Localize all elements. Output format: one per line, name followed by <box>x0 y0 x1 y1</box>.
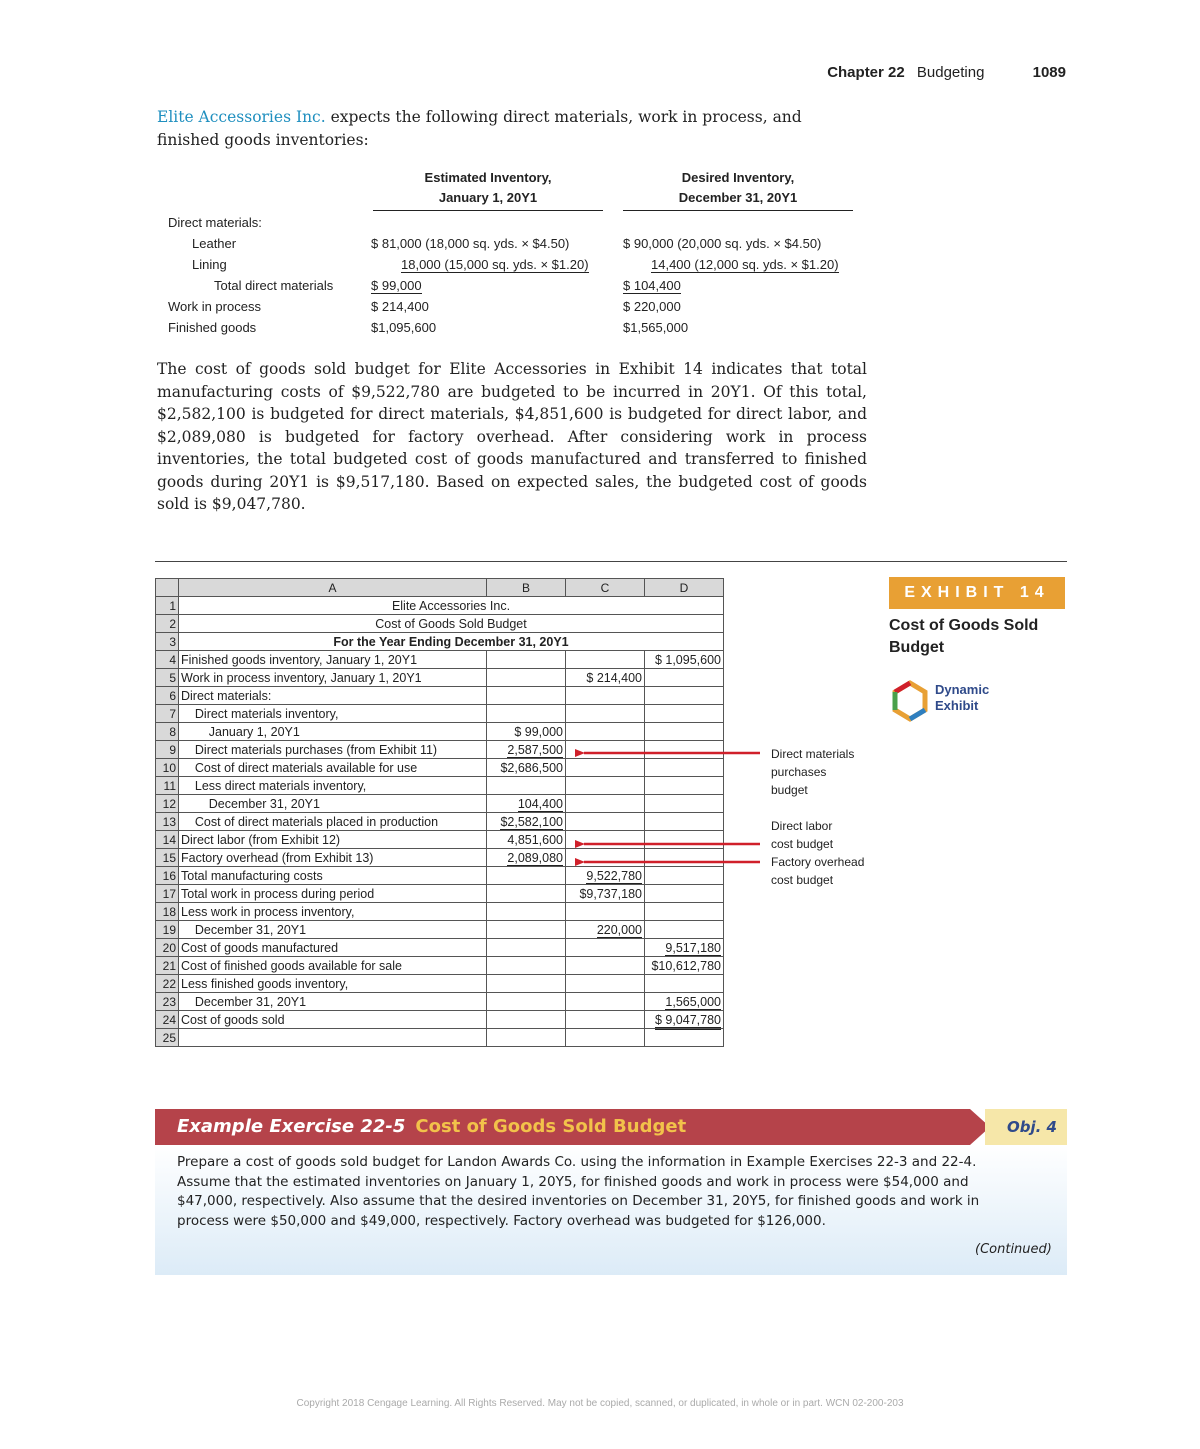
desired-value: $ 220,000 <box>623 299 681 314</box>
row-number: 1 <box>156 597 179 615</box>
cell-a-value: December 31, 20Y1 <box>181 994 307 1009</box>
estimated-header-line1: Estimated Inventory, <box>424 170 552 185</box>
row-number-value: 10 <box>162 760 176 775</box>
cell-c-value: $ 214,400 <box>586 670 642 685</box>
column-header: B <box>487 579 566 597</box>
note-line: Direct labor <box>771 819 833 833</box>
cell-b-value: 2,089,080 <box>507 850 563 865</box>
row-number: 2 <box>156 615 179 633</box>
example-title: Cost of Goods Sold Budget <box>415 1116 687 1137</box>
cell-a-value: Direct materials purchases (from Exhibit 11) <box>181 742 438 757</box>
cell-a-value: Factory overhead (from Exhibit 13) <box>181 850 374 865</box>
row-number-value: 16 <box>162 868 176 883</box>
estimated-value: $ 214,400 <box>371 299 429 314</box>
cell-d-value: $ 1,095,600 <box>654 652 721 667</box>
row-number-value: 4 <box>169 652 176 667</box>
copyright-notice: Copyright 2018 Cengage Learning. All Rights Reserved. May not be copied, scanned, or duplicated, in whole or in part. WCN 02-200-203 <box>296 1398 904 1409</box>
cell-a-value: December 31, 20Y1 <box>181 796 320 811</box>
dynamic-exhibit-label[interactable] <box>935 682 989 714</box>
row-number: 3 <box>156 633 179 651</box>
dynamic-label-line: Dynamic <box>935 682 990 697</box>
cell-a-value: Total work in process during period <box>181 886 375 901</box>
body-paragraph: The cost of goods sold budget for Elite Accessories in Exhibit 14 indicates that total manufacturing costs of $9,522,780 are budgeted to be incurred in 20Y1. Of this total, $2,582,100 is budgeted for direct materials, $4,851,600 is budgeted for direct labor, and $2,089,080 is budgeted for factory overhead. After considering work in process inventories, the total budgeted cost of goods manufactured and transferred to finished goods during 20Y1 is $9,517,180. Based on expected sales, the budgeted cost of goods sold is $9,047,780. <box>157 360 867 513</box>
inventory-label: Total direct materials <box>214 278 334 293</box>
cell-b-value: $ 99,000 <box>514 724 563 739</box>
continued-label: (Continued) <box>975 1242 1052 1257</box>
cell-d-value: 1,565,000 <box>665 994 721 1009</box>
column-header: D <box>645 579 724 597</box>
column-header: A <box>179 579 487 597</box>
chapter-label: Chapter 22 <box>827 64 905 81</box>
cell-a-value: Cost of goods sold <box>181 1012 285 1027</box>
cell-c-value: 220,000 <box>596 922 642 937</box>
cell-a-value: Less direct materials inventory, <box>181 778 367 793</box>
cell-a-value: Direct materials inventory, <box>181 706 339 721</box>
row-number-value: 25 <box>162 1030 176 1045</box>
cell-d-value: $10,612,780 <box>651 958 721 973</box>
cell-a-value: Less finished goods inventory, <box>181 976 349 991</box>
exhibit-badge: EXHIBIT 14 <box>889 577 1065 609</box>
note-line: cost budget <box>771 837 834 851</box>
note-line: Direct materials <box>771 747 855 761</box>
row-number-value: 5 <box>169 670 176 685</box>
row-number-value: 18 <box>162 904 176 919</box>
row-number-value: 8 <box>169 724 176 739</box>
column-header: C <box>566 579 645 597</box>
inventory-label: Direct materials: <box>168 215 262 230</box>
cell-a-value: Less work in process inventory, <box>181 904 355 919</box>
desired-value: $ 90,000 (20,000 sq. yds. × $4.50) <box>623 236 822 251</box>
cell-a-value: Cost of finished goods available for sale <box>181 958 402 973</box>
estimated-header-line2: January 1, 20Y1 <box>438 190 538 205</box>
spreadsheet-subtitle: Cost of Goods Sold Budget <box>179 615 724 633</box>
objective-tag <box>985 1109 1067 1145</box>
objective-label: Obj. 4 <box>1007 1118 1057 1136</box>
cell-b-value: 4,851,600 <box>507 832 563 847</box>
desired-value: $1,565,000 <box>623 320 689 335</box>
desired-value: 14,400 (12,000 sq. yds. × $1.20) <box>651 257 839 272</box>
cell-b-value: $2,686,500 <box>500 760 563 775</box>
note-line: Factory overhead <box>771 855 865 869</box>
cell-a-value: Direct materials: <box>181 688 272 703</box>
note-line: budget <box>771 783 808 797</box>
row-number-value: 20 <box>162 940 176 955</box>
estimated-value: $ 99,000 <box>371 278 422 293</box>
cell-a-value: Finished goods inventory, January 1, 20Y1 <box>181 652 418 667</box>
cell-a-value: Direct labor (from Exhibit 12) <box>181 832 341 847</box>
example-label: Example Exercise 22-5 <box>177 1116 406 1137</box>
inventory-label: Work in process <box>168 299 261 314</box>
note-line: cost budget <box>771 873 834 887</box>
cell-a-value: Cost of direct materials available for use <box>181 760 418 775</box>
inventory-label: Lining <box>192 257 227 272</box>
cell-a-value: Work in process inventory, January 1, 20Y1 <box>181 670 422 685</box>
estimated-value: $1,095,600 <box>371 320 437 335</box>
cell-a-value: Cost of direct materials placed in production <box>181 814 439 829</box>
example-body-text: Prepare a cost of goods sold budget for Landon Awards Co. using the information in Example Exercises 22-3 and 22-4. Assume that the estimated inventories on January 1, 20Y5, for finished goods and work in process were $54,000 and $47,000, respectively. Also assume that the desired inventories on December 31, 20Y5, for finished goods and work in process were $50,000 and $49,000, respectively. Factory overhead was budgeted for $126,000. <box>177 1154 980 1229</box>
example-exercise-bar <box>155 1109 1067 1145</box>
row-number-value: 24 <box>162 1012 176 1027</box>
desired-header-line1: Desired Inventory, <box>681 170 795 185</box>
row-number-value: 17 <box>162 886 176 901</box>
note-line: purchases <box>771 765 827 779</box>
row-number-value: 23 <box>162 994 176 1009</box>
example-heading <box>177 1109 686 1145</box>
row-number-value: 13 <box>162 814 176 829</box>
cell-b-value: 104,400 <box>517 796 563 811</box>
cell-b-value: 2,587,500 <box>507 742 563 757</box>
cell-a-value: January 1, 20Y1 <box>181 724 300 739</box>
cell-d-value: 9,517,180 <box>665 940 721 955</box>
spreadsheet-period: For the Year Ending December 31, 20Y1 <box>179 633 724 651</box>
row-number-value: 19 <box>162 922 176 937</box>
cell-a-value: December 31, 20Y1 <box>181 922 307 937</box>
row-number-value: 11 <box>163 778 176 793</box>
section-label: Budgeting <box>916 64 985 81</box>
page-number: 1089 <box>1032 64 1066 81</box>
cell-d-value: $ 9,047,780 <box>655 1013 721 1030</box>
spreadsheet-title: Elite Accessories Inc. <box>179 597 724 615</box>
exhibit-title: Cost of Goods Sold Budget <box>889 617 1039 656</box>
intro-body: expects the following direct materials, work in process, and finished goods inventories: <box>157 108 802 149</box>
desired-header-line2: December 31, 20Y1 <box>678 190 798 205</box>
note-fo <box>771 853 864 889</box>
cell-c-value: 9,522,780 <box>586 868 642 883</box>
cell-c-value: $9,737,180 <box>579 886 642 901</box>
row-number-value: 6 <box>169 688 176 703</box>
estimated-value: $ 81,000 (18,000 sq. yds. × $4.50) <box>371 236 570 251</box>
row-number-value: 9 <box>169 742 176 757</box>
row-number-value: 22 <box>162 976 176 991</box>
company-name: Elite Accessories Inc. <box>157 108 326 126</box>
dynamic-label-line: Exhibit <box>935 698 979 713</box>
cell-b-value: $2,582,100 <box>500 814 563 829</box>
cell-a-value: Total manufacturing costs <box>181 868 323 883</box>
row-number-value: 7 <box>169 706 176 721</box>
inventory-label: Finished goods <box>168 320 257 335</box>
dynamic-exhibit-icon[interactable] <box>889 680 931 722</box>
estimated-value: 18,000 (15,000 sq. yds. × $1.20) <box>401 257 589 272</box>
row-number-value: 21 <box>162 958 176 973</box>
row-number-value: 15 <box>162 850 176 865</box>
inventory-label: Leather <box>192 236 237 251</box>
row-number-value: 12 <box>162 796 176 811</box>
row-number-value: 14 <box>162 832 176 847</box>
note-dm <box>771 745 854 799</box>
cell-a-value: Cost of goods manufactured <box>181 940 339 955</box>
note-dl <box>771 817 833 853</box>
desired-value: $ 104,400 <box>623 278 681 293</box>
